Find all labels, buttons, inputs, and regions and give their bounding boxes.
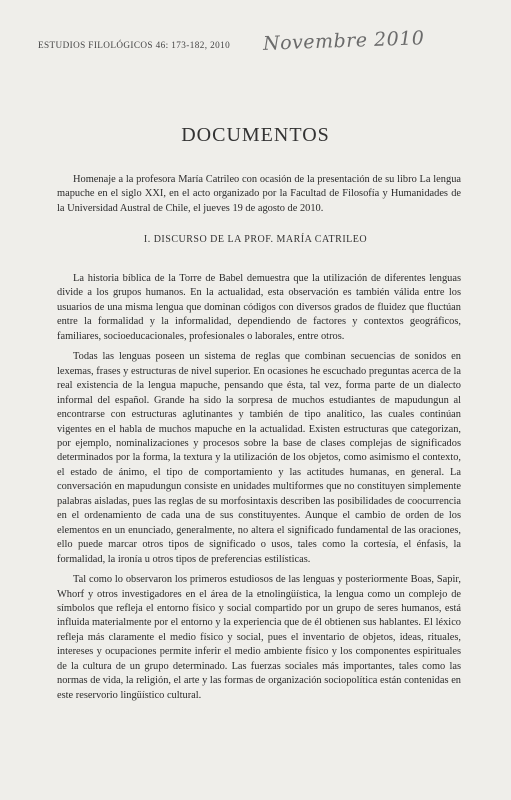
paragraph-2: Todas las lenguas poseen un sistema de reglas que combinan secuencias de sonidos en lexemas, frases y estructuras de nivel superior. En ocasiones he escuchado preguntas acerca de la real existencia de la lengua mapuche, pensando que ésta, tal vez, forma parte de un dialecto informal del español. Grande ha sido la sorpresa de muchos estudiantes de mapudungun al encontrarse con estructuras aglutinantes y también de tipo analítico, las cuales continúan vigentes en el habla de muchos mapuche en la actualidad. Existen estructuras que categorizan, por ejemplo, nominalizaciones y procesos sobre la base de clases complejas de significados determinados por la forma, la textura y la utilización de los objetos, como asimismo el contexto, el estado de ánimo, el tipo de comportamiento y las actitudes humanas, en general. La conversación en mapudungun consiste en unidades multiformes que no constituyen simplemente palabras aisladas, pues las reglas de su morfosintaxis describen las posibilidades de coocurrencia en el ordenamiento de cada una de sus constituyentes. Aunque el cambio de orden de los elementos en un enunciado, generalmente, no altera el significado fundamental de las oraciones, ello puede marcar otros tipos de significado o usos, tales como la cortesía, el énfasis, la formalidad, la ironía u otros tipos de preferencias estilísticas. bbox=[57, 351, 461, 565]
speech-body bbox=[57, 272, 461, 709]
section-title: DOCUMENTOS bbox=[181, 124, 330, 146]
speech-heading: I. DISCURSO DE LA PROF. MARÍA CATRILEO bbox=[143, 234, 368, 245]
handwritten-date-note: Novembre 2010 bbox=[262, 27, 425, 55]
journal-reference: ESTUDIOS FILOLÓGICOS 46: 173-182, 2010 bbox=[38, 40, 231, 50]
intro-paragraph bbox=[57, 173, 461, 216]
page-header bbox=[38, 27, 478, 60]
intro-text: Homenaje a la profesora María Catrileo con ocasión de la presentación de su libro La lengua mapuche en el siglo XXI, en el acto organizado por la Facultad de Filosofía y Humanidades de la Universidad Austral de Chile, el jueves 19 de agosto de 2010. bbox=[57, 174, 461, 214]
paragraph-1: La historia bíblica de la Torre de Babel demuestra que la utilización de diferentes lenguas divide a los grupos humanos. En la actualidad, esta observación es también válida entre los usuarios de una misma lengua que dominan códigos con diversos grados de fluidez que fluctúan entre la formalidad y la informalidad, dependiendo de factores y contextos geográficos, familiares, socioeducacionales, profesionales o laborales, entre otros. bbox=[57, 273, 461, 342]
paragraph-3: Tal como lo observaron los primeros estudiosos de las lenguas y posteriormente Boas, Sapir, Whorf y otros investigadores en el área de la etnolingüística, la lengua como un complejo de símbolos que refleja el entorno físico y social compartido por un grupo de seres humanos, está influida materialmente por el entorno y la experiencia que de él obtienen sus hablantes. El léxico refleja más claramente el medio físico y social, pues el inventario de objetos, ideas, rituales, intereses y ocupaciones permite inferir el medio ambiente físico y los componentes espirituales de la cultura de un grupo determinado. Las fuerzas sociales más importantes, tales como las normas de vida, la religión, el arte y las formas de organización sociopolítica están contenidas en este reservorio lingüístico cultural. bbox=[57, 574, 461, 701]
